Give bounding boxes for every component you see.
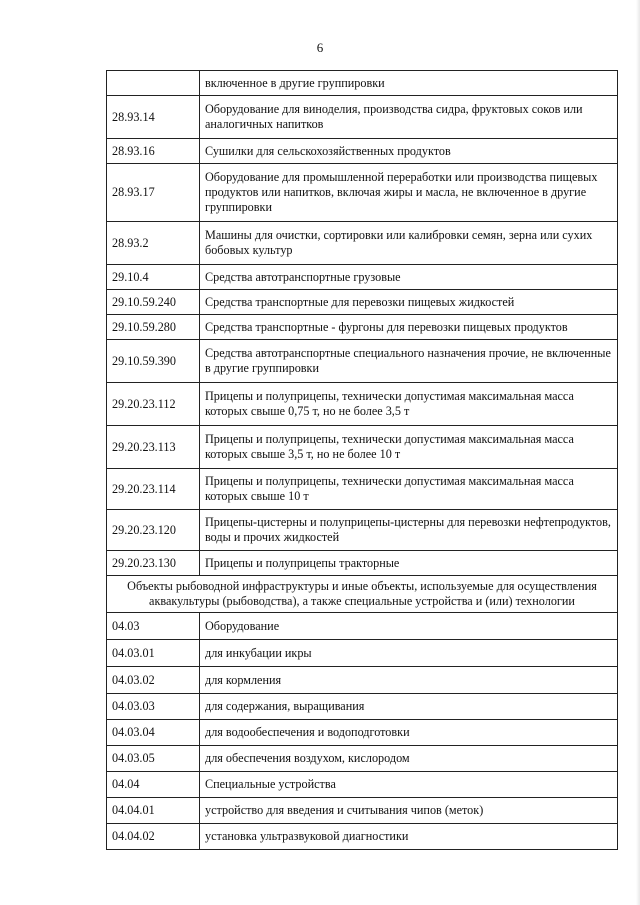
section-heading-row bbox=[107, 576, 618, 613]
row-code: 29.20.23.113 bbox=[107, 426, 200, 469]
row-code bbox=[107, 71, 200, 96]
row-description: установка ультразвуковой диагностики bbox=[200, 824, 618, 850]
section-heading: Объекты рыбоводной инфраструктуры и иные объекты, используемые для осуществления аквакультуры (рыбоводства), а также специальные устройства и (или) технологии bbox=[107, 576, 618, 613]
row-description: Средства транспортные - фургоны для перевозки пищевых продуктов bbox=[200, 315, 618, 340]
table-row bbox=[107, 383, 618, 426]
row-code: 29.10.59.240 bbox=[107, 290, 200, 315]
row-code: 28.93.17 bbox=[107, 164, 200, 222]
row-description: Средства транспортные для перевозки пищевых жидкостей bbox=[200, 290, 618, 315]
table-row bbox=[107, 164, 618, 222]
row-code: 29.20.23.130 bbox=[107, 551, 200, 576]
row-description: для инкубации икры bbox=[200, 640, 618, 667]
row-description: устройство для введения и считывания чипов (меток) bbox=[200, 798, 618, 824]
classification-table bbox=[106, 70, 618, 850]
row-code: 29.20.23.114 bbox=[107, 469, 200, 510]
row-code: 28.93.16 bbox=[107, 139, 200, 164]
table-row bbox=[107, 315, 618, 340]
table-row bbox=[107, 667, 618, 694]
table-row bbox=[107, 694, 618, 720]
table-row bbox=[107, 96, 618, 139]
page-number: 6 bbox=[316, 40, 324, 55]
table-row bbox=[107, 824, 618, 850]
row-code: 29.10.4 bbox=[107, 265, 200, 290]
row-code: 04.03.04 bbox=[107, 720, 200, 746]
row-code: 04.03.02 bbox=[107, 667, 200, 694]
row-code: 29.20.23.112 bbox=[107, 383, 200, 426]
table-row bbox=[107, 290, 618, 315]
row-code: 04.04 bbox=[107, 772, 200, 798]
row-description: Оборудование для виноделия, производства сидра, фруктовых соков или аналогичных напитков bbox=[200, 96, 618, 139]
row-description: для водообеспечения и водоподготовки bbox=[200, 720, 618, 746]
row-description: для обеспечения воздухом, кислородом bbox=[200, 746, 618, 772]
row-code: 29.20.23.120 bbox=[107, 510, 200, 551]
table-row bbox=[107, 772, 618, 798]
row-description: Прицепы и полуприцепы, технически допустимая максимальная масса которых свыше 10 т bbox=[200, 469, 618, 510]
row-code: 04.04.01 bbox=[107, 798, 200, 824]
row-code: 04.03.01 bbox=[107, 640, 200, 667]
row-code: 29.10.59.390 bbox=[107, 340, 200, 383]
row-code: 28.93.2 bbox=[107, 222, 200, 265]
table-row bbox=[107, 71, 618, 96]
table-row bbox=[107, 265, 618, 290]
row-description: Прицепы и полуприцепы, технически допустимая максимальная масса которых свыше 3,5 т, но не более 10 т bbox=[200, 426, 618, 469]
table-row bbox=[107, 139, 618, 164]
row-description: для кормления bbox=[200, 667, 618, 694]
row-description: Средства автотранспортные грузовые bbox=[200, 265, 618, 290]
table-row bbox=[107, 613, 618, 640]
row-description: Средства автотранспортные специального назначения прочие, не включенные в другие группировки bbox=[200, 340, 618, 383]
scan-edge-shadow bbox=[636, 0, 640, 905]
row-description: Прицепы и полуприцепы тракторные bbox=[200, 551, 618, 576]
row-description: для содержания, выращивания bbox=[200, 694, 618, 720]
row-description: Специальные устройства bbox=[200, 772, 618, 798]
table-row bbox=[107, 551, 618, 576]
table-row bbox=[107, 510, 618, 551]
row-description: включенное в другие группировки bbox=[200, 71, 618, 96]
row-code: 04.04.02 bbox=[107, 824, 200, 850]
row-code: 04.03.05 bbox=[107, 746, 200, 772]
row-code: 29.10.59.280 bbox=[107, 315, 200, 340]
row-code: 28.93.14 bbox=[107, 96, 200, 139]
row-description: Оборудование для промышленной переработки или производства пищевых продуктов или напитков, включая жиры и масла, не включенное в другие группировки bbox=[200, 164, 618, 222]
table-row bbox=[107, 340, 618, 383]
row-description: Оборудование bbox=[200, 613, 618, 640]
row-code: 04.03 bbox=[107, 613, 200, 640]
row-description: Сушилки для сельскохозяйственных продуктов bbox=[200, 139, 618, 164]
row-description: Машины для очистки, сортировки или калибровки семян, зерна или сухих бобовых культур bbox=[200, 222, 618, 265]
table-row bbox=[107, 640, 618, 667]
table-row bbox=[107, 222, 618, 265]
table-row bbox=[107, 469, 618, 510]
row-code: 04.03.03 bbox=[107, 694, 200, 720]
table-row bbox=[107, 798, 618, 824]
row-description: Прицепы и полуприцепы, технически допустимая максимальная масса которых свыше 0,75 т, но не более 3,5 т bbox=[200, 383, 618, 426]
table-row bbox=[107, 746, 618, 772]
row-description: Прицепы-цистерны и полуприцепы-цистерны для перевозки нефтепродуктов, воды и прочих жидкостей bbox=[200, 510, 618, 551]
table-row bbox=[107, 426, 618, 469]
table-row bbox=[107, 720, 618, 746]
